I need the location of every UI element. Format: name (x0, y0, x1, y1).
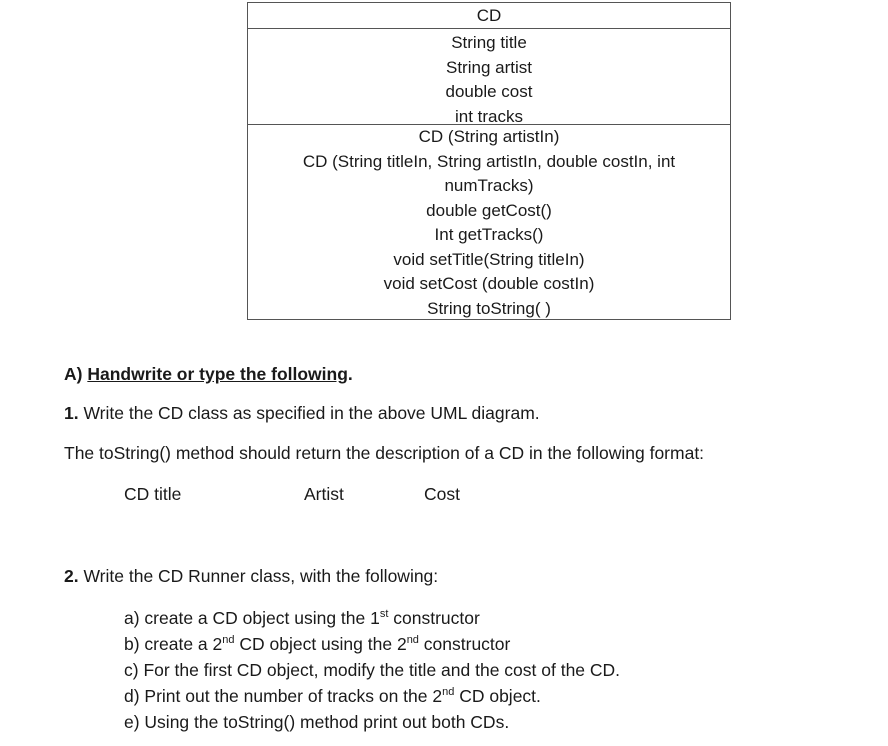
ordinal-suffix: nd (406, 634, 419, 646)
task-b-text: b) create a 2 (124, 634, 223, 654)
task-a-text-end: constructor (388, 608, 480, 628)
uml-attribute: String artist (446, 57, 532, 77)
uml-attribute: int tracks (454, 106, 524, 126)
question-2-text: Write the CD Runner class, with the following: (78, 566, 439, 586)
uml-method: String toString( ) (427, 298, 551, 318)
tostring-description: The toString() method should return the description of a CD in the following format: (64, 443, 705, 463)
format-cost: Cost (424, 484, 460, 504)
task-a-text: a) create a CD object using the 1 (124, 608, 380, 628)
uml-method: void setCost (double costIn) (383, 274, 595, 293)
question-1 (64, 403, 540, 424)
ordinal-suffix: nd (442, 686, 455, 698)
task-d-text: d) Print out the number of tracks on the 2 (124, 686, 443, 706)
uml-attribute: double cost (445, 82, 533, 101)
section-a-title: Handwrite or type the following (87, 364, 348, 384)
task-item-a (124, 605, 620, 631)
uml-method: Int getTracks() (434, 225, 544, 244)
task-item-c: c) For the first CD object, modify the title and the cost of the CD. (124, 660, 621, 680)
uml-methods (248, 124, 730, 319)
format-artist: Artist (304, 484, 344, 504)
task-item-e: e) Using the toString() method print out both CDs. (124, 712, 510, 732)
task-b-text-end: constructor (418, 634, 511, 654)
section-a-prefix: A) (64, 364, 83, 384)
question-1-number: 1. (64, 403, 79, 423)
format-cd-title: CD title (124, 484, 182, 504)
question-2 (64, 566, 438, 587)
uml-attribute: String title (451, 33, 527, 52)
ordinal-suffix: st (379, 608, 389, 620)
uml-method: CD (String artistIn) (418, 127, 560, 146)
ordinal-suffix: nd (222, 634, 235, 646)
uml-attributes (248, 28, 730, 124)
task-d-text-end: CD object. (454, 686, 541, 706)
section-a-suffix: . (347, 364, 353, 384)
section-a-heading (64, 364, 353, 385)
uml-method: void setTitle(String titleIn) (393, 249, 585, 269)
uml-method: CD (String titleIn, String artistIn, double costIn, int numTracks) (302, 151, 676, 195)
uml-class-diagram (247, 2, 731, 320)
question-1-text: Write the CD class as specified in the above UML diagram. (78, 403, 540, 423)
task-item-b (124, 631, 620, 657)
task-list (124, 605, 620, 735)
question-2-number: 2. (64, 566, 79, 586)
uml-class-name: CD (476, 6, 502, 25)
task-item-d (124, 683, 620, 709)
task-b-text-mid: CD object using the 2 (234, 634, 407, 654)
uml-method: double getCost() (426, 200, 552, 220)
